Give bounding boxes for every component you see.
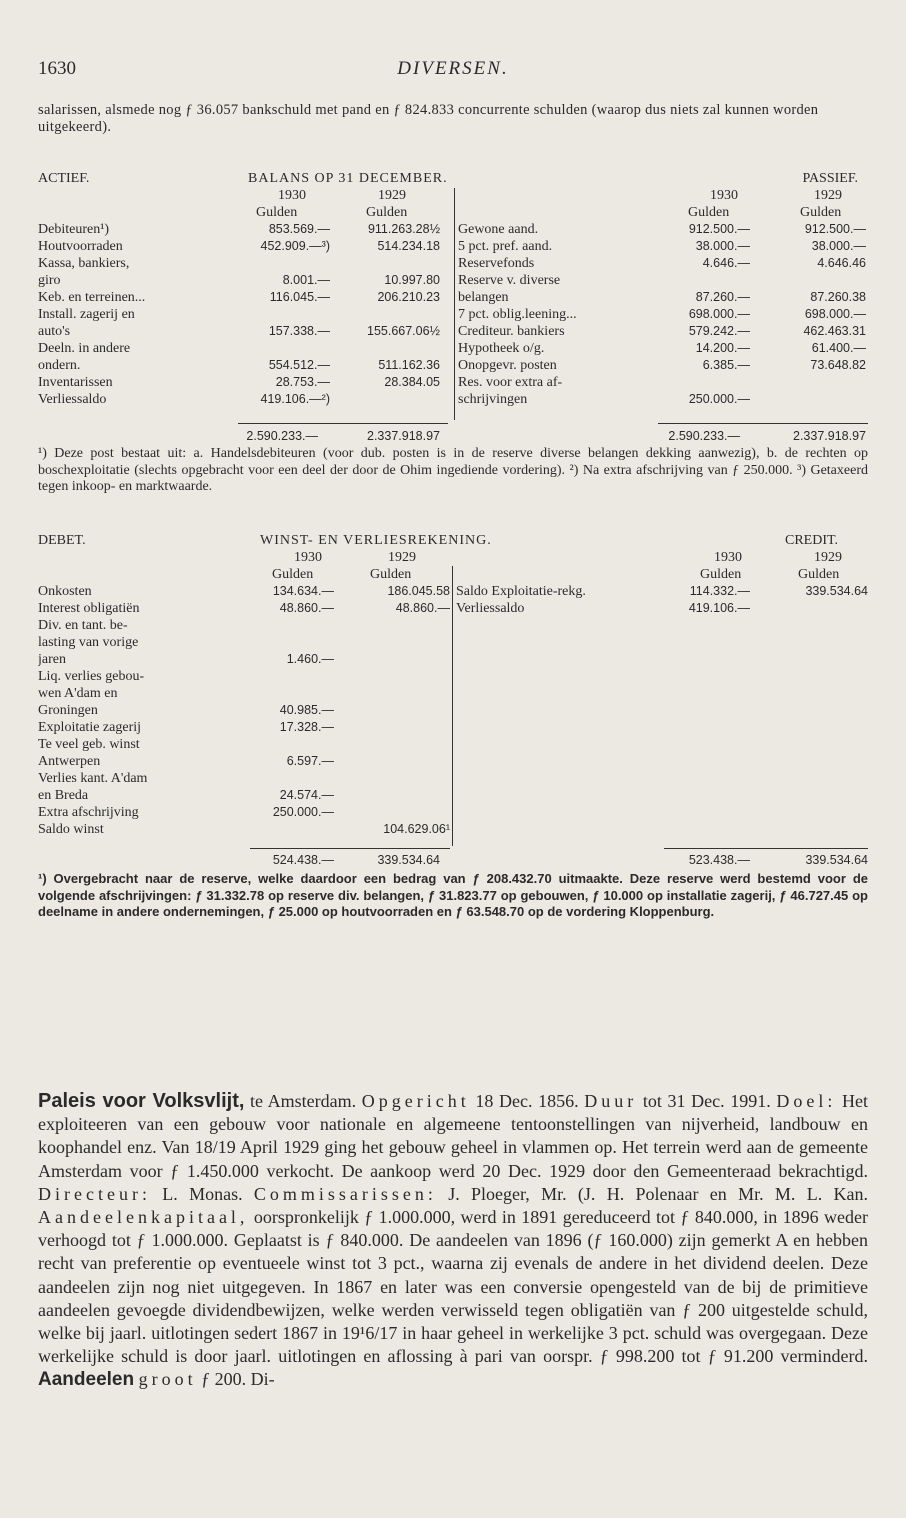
intro-paragraph: salarissen, alsmede nog ƒ 36.057 bankschuld met pand en ƒ 824.833 concurrente schulden (waarop dus niets zal kunnen worden uitgekeerd). [38, 102, 819, 135]
table-cell-value: 186.045.58 [387, 584, 450, 598]
table-cell-value: 250.000.— [688, 392, 750, 406]
label-groot: groot [138, 1369, 197, 1390]
table-cell-value: 155.667.06½ [367, 324, 440, 338]
table-cell-label: Verliessaldo [38, 392, 107, 407]
table-cell-value: 853.569.— [268, 222, 330, 236]
table-cell-value: 114.332.— [689, 584, 750, 598]
table-cell-label: Gewone aand. [458, 222, 539, 237]
table-cell-label: Reservefonds [458, 256, 535, 271]
table-cell-value: 4.646.— [702, 256, 750, 270]
table-cell-label: Inventarissen [38, 375, 113, 390]
actief-1930 [238, 221, 330, 408]
unit-header: Gulden [800, 205, 842, 220]
total-actief-1929: 2.337.918.97 [367, 429, 440, 443]
table-cell-value: 339.534.64 [805, 584, 868, 598]
table-cell-label: Deeln. in andere [38, 341, 131, 356]
table-cell-value: 6.385.— [702, 358, 750, 372]
table-cell-value [338, 719, 450, 736]
passief-1929 [750, 221, 866, 408]
table-cell-value: 419.106.—²) [260, 392, 330, 406]
label-kapitaal: Aandeelenkapitaal, [38, 1207, 249, 1228]
table-cell-label: Reserve v. diverse [458, 273, 561, 288]
table-cell-value: 206.210.23 [377, 290, 440, 304]
passief-heading: PASSIEF. [802, 171, 858, 186]
unit-header: Gulden [272, 567, 314, 582]
table-cell-label: Saldo Exploitatie-rekg. [456, 584, 586, 599]
year-header: 1930 [714, 550, 742, 565]
table-cell-value: 912.500.— [804, 222, 866, 236]
table-cell-value [338, 787, 450, 804]
year-header: 1930 [278, 188, 306, 203]
table-cell-value: 157.338.— [268, 324, 330, 338]
table-cell-label: Houtvoorraden [38, 239, 123, 254]
label-doel: Doel: [776, 1091, 837, 1111]
table-cell-value [338, 685, 450, 702]
table-cell-value: 38.000.— [695, 239, 750, 253]
table-cell-value: 10.997.80 [384, 273, 440, 287]
credit-heading: CREDIT. [784, 533, 838, 548]
table-cell-value [338, 770, 450, 787]
table-cell-value: 250.000.— [272, 805, 334, 819]
actief-heading: ACTIEF. [38, 171, 90, 186]
table-cell-value: 1.460.— [286, 652, 334, 666]
actief-labels [38, 221, 238, 408]
table-cell-value [338, 651, 450, 668]
table-cell-label: wen A'dam en [38, 686, 118, 701]
year-header: 1929 [814, 550, 842, 565]
table-cell-value: 511.162.36 [378, 358, 440, 372]
table-cell-value: 28.384.05 [384, 375, 440, 389]
table-cell-value: 4.646.46 [817, 256, 866, 270]
table-cell-value: 6.597.— [286, 754, 334, 768]
actief-1929 [330, 221, 440, 408]
table-cell-value: 48.860.— [279, 601, 334, 615]
table-cell-value [338, 753, 450, 770]
table-cell-value: 116.045.— [269, 290, 330, 304]
table-cell-value [330, 340, 440, 357]
year-header: 1929 [814, 188, 842, 203]
table-cell-value: 17.328.— [279, 720, 334, 734]
table-cell-value: 40.985.— [279, 703, 334, 717]
table-cell-value: 419.106.— [688, 601, 750, 615]
year-header: 1930 [710, 188, 738, 203]
table-cell-label: Install. zagerij en [38, 307, 135, 322]
table-cell-value: 579.242.— [688, 324, 750, 338]
table-cell-value: 38.000.— [811, 239, 866, 253]
table-cell-value [330, 306, 440, 323]
table-cell-value: 104.629.06¹ [383, 822, 450, 836]
table-cell-label: Onopgevr. posten [458, 358, 557, 373]
pl-footnote: ¹) Overgebracht naar de reserve, welke daardoor een bedrag van ƒ 208.432.70 uitmaakte. Deze reserve werd bestemd voor de volgende afschrijvingen: ƒ 31.332.78 op reserve div. belangen, ƒ 31.823.77 op gebouwen, ƒ 10.000 op installatie zagerij, ƒ 46.727.45 op deelname in andere ondernemingen, ƒ 25.000 op houtvoorraden en ƒ 63.548.70 op de vordering Kloppenburg. [38, 871, 868, 919]
label-commissarissen: Commissarissen: [253, 1183, 437, 1204]
table-cell-label: Kassa, bankiers, [38, 256, 130, 271]
total-actief-1930: 2.590.233.— [246, 429, 318, 443]
table-cell-value [250, 736, 334, 753]
label-aandeelen: Aandeelen [38, 1369, 135, 1391]
table-cell-label: jaren [38, 652, 66, 667]
table-cell-value: 73.648.82 [810, 358, 866, 372]
table-cell-value [250, 617, 334, 634]
table-cell-label: 7 pct. oblig.leening... [458, 307, 577, 322]
balance-footnote: ¹) Deze post bestaat uit: a. Handelsdebiteuren (voor dub. posten is in de reserve diverse belangen dekking aanwezig), b. de rechten op boschexploitatie (slechts opgebracht voor een deel der door de Ohim ingediende vordering). ²) Na extra afschrijving van ƒ 250.000. ³) Getaxeerd tegen inkoop- en marktwaarde. [38, 446, 868, 494]
table-cell-label: lasting van vorige [38, 635, 139, 650]
profit-loss-account [38, 532, 868, 867]
table-cell-value: 698.000.— [804, 307, 866, 321]
table-cell-label: Verlies kant. A'dam [38, 771, 148, 786]
table-cell-label: en Breda [38, 788, 89, 803]
table-cell-value [658, 272, 750, 289]
table-cell-value [658, 374, 750, 391]
table-cell-value: 24.574.— [279, 788, 334, 802]
table-cell-label: Div. en tant. be- [38, 618, 128, 633]
table-cell-label: Groningen [38, 703, 98, 718]
passief-labels [458, 221, 668, 408]
table-cell-value [250, 770, 334, 787]
table-cell-label: belangen [458, 290, 509, 305]
running-header [38, 58, 868, 86]
unit-header: Gulden [700, 567, 742, 582]
credit-1930 [664, 583, 750, 617]
table-cell-label: Extra afschrijving [38, 805, 139, 820]
company-description: Paleis voor Volksvlijt, te Amsterdam. Opgericht 18 Dec. 1856. Duur tot 31 Dec. 1991. Doel: Het exploiteeren van een gebouw voor nationale en algemeene tentoonstellingen van nijverheid, landbouw en koophandel enz. Van 18/19 April 1929 ging het gebouw geheel in vlammen op. Het terrein werd aan de gemeente Amsterdam voor ƒ 1.450.000 verkocht. De aankoop werd 20 Dec. 1929 door den Gemeenteraad bekrachtigd. Directeur: L. Monas. Commissarissen: J. Ploeger, Mr. (J. H. Polenaar en Mr. M. L. Kan. Aandeelenkapitaal, oorspronkelijk ƒ 1.000.000, werd in 1891 gereduceerd tot ƒ 840.000, in 1896 weder verhoogd tot ƒ 1.000.000. Geplaatst is ƒ 840.000. De aandeelen van 1896 (ƒ 160.000) zijn gemerkt A en hebben recht van preferentie op eventueele winst tot 3 pct., waarna zij evenals de andere in het dividend deelen. Deze aandeelen zijn nog niet uitgegeven. In 1867 en later was een conversie opengesteld van de bij de primitieve aandeelen gevoegde dividendbewijzen, welke werden verwisseld tegen obligatiën van ƒ 200 uitgestelde schuld, welke bij jaarl. uitlotingen sedert 1867 in 19¹6/17 in haar geheel in werkelijke 3 pct. schuld was overgegaan. Deze werkelijke schuld is door jaarl. uitlotingen en aflossing à pari van oorspr. ƒ 998.200 tot ƒ 91.200 verminderd. Aandeelen groot ƒ 200. Di- [38, 1090, 868, 1391]
debet-heading: DEBET. [38, 533, 86, 548]
table-cell-value: 698.000.— [688, 307, 750, 321]
table-cell-value [338, 702, 450, 719]
table-cell-value [750, 272, 866, 289]
table-cell-value [238, 255, 330, 272]
label-duur: Duur [584, 1091, 638, 1111]
table-cell-label: Te veel geb. winst [38, 737, 140, 752]
unit-header: Gulden [256, 205, 298, 220]
table-cell-value [750, 600, 868, 617]
label-opgericht: Opgericht [361, 1091, 470, 1111]
table-cell-value [330, 391, 440, 408]
table-cell-value [238, 306, 330, 323]
table-cell-value: 554.512.— [268, 358, 330, 372]
credit-labels [456, 583, 686, 617]
table-cell-label: auto's [38, 324, 71, 339]
balance-sheet [38, 170, 868, 450]
table-cell-label: Saldo winst [38, 822, 104, 837]
year-header: 1930 [294, 550, 322, 565]
passief-1930 [658, 221, 750, 408]
table-cell-label: giro [38, 273, 61, 288]
label-directeur: Directeur: [38, 1183, 151, 1204]
table-cell-value: 87.260.38 [810, 290, 866, 304]
table-cell-value: 87.260.— [695, 290, 750, 304]
table-cell-value [338, 736, 450, 753]
table-cell-value [250, 821, 334, 838]
year-header: 1929 [388, 550, 416, 565]
table-cell-value: 28.753.— [275, 375, 330, 389]
table-cell-label: ondern. [38, 358, 81, 373]
table-cell-label: Keb. en terreinen... [38, 290, 146, 305]
table-cell-value: 514.234.18 [377, 239, 440, 253]
table-cell-label: 5 pct. pref. aand. [458, 239, 553, 254]
total-debet-1930: 524.438.— [272, 853, 334, 867]
pl-title: WINST- EN VERLIESREKENING. [260, 533, 492, 548]
table-cell-value [338, 668, 450, 685]
table-cell-value [338, 804, 450, 821]
total-passief-1930: 2.590.233.— [668, 429, 740, 443]
total-credit-1930: 523.438.— [688, 853, 750, 867]
total-debet-1929: 339.534.64 [377, 853, 440, 867]
unit-header: Gulden [688, 205, 730, 220]
table-cell-value [338, 634, 450, 651]
table-cell-label: Verliessaldo [456, 601, 525, 616]
table-cell-value [250, 634, 334, 651]
table-cell-value [750, 374, 866, 391]
company-name: Paleis voor Volksvlijt, [38, 1090, 245, 1112]
page-number: 1630 [38, 58, 76, 79]
table-cell-label: Res. voor extra af- [458, 375, 563, 390]
table-cell-label: Onkosten [38, 584, 92, 599]
debet-1929 [338, 583, 450, 838]
credit-1929 [750, 583, 868, 617]
table-cell-value [750, 391, 866, 408]
page-title: DIVERSEN. [397, 58, 509, 79]
table-cell-value [338, 617, 450, 634]
table-cell-value [330, 255, 440, 272]
table-cell-value: 8.001.— [282, 273, 330, 287]
table-cell-value [250, 668, 334, 685]
table-cell-value: 912.500.— [688, 222, 750, 236]
table-cell-label: Debiteuren¹) [38, 222, 110, 237]
total-credit-1929: 339.534.64 [805, 853, 868, 867]
unit-header: Gulden [366, 205, 408, 220]
table-cell-label: Exploitatie zagerij [38, 720, 142, 735]
table-cell-value: 48.860.— [395, 601, 450, 615]
table-cell-value: 134.634.— [272, 584, 334, 598]
table-cell-value: 911.263.28½ [367, 222, 440, 236]
debet-1930 [250, 583, 334, 838]
table-cell-value: 14.200.— [695, 341, 750, 355]
table-cell-value: 452.909.—³) [260, 239, 330, 253]
table-cell-value: 462.463.31 [803, 324, 866, 338]
table-cell-label: schrijvingen [458, 392, 528, 407]
unit-header: Gulden [798, 567, 840, 582]
table-cell-label: Hypotheek o/g. [458, 341, 545, 356]
table-cell-label: Crediteur. bankiers [458, 324, 565, 339]
year-header: 1929 [378, 188, 406, 203]
total-passief-1929: 2.337.918.97 [793, 429, 866, 443]
table-cell-label: Antwerpen [38, 754, 101, 769]
debet-labels [38, 583, 258, 838]
balance-title: BALANS OP 31 DECEMBER. [248, 171, 448, 186]
table-cell-label: Liq. verlies gebou- [38, 669, 145, 684]
table-cell-value [250, 685, 334, 702]
table-cell-value [238, 340, 330, 357]
unit-header: Gulden [370, 567, 412, 582]
table-cell-label: Interest obligatiën [38, 601, 140, 616]
table-cell-value: 61.400.— [811, 341, 866, 355]
